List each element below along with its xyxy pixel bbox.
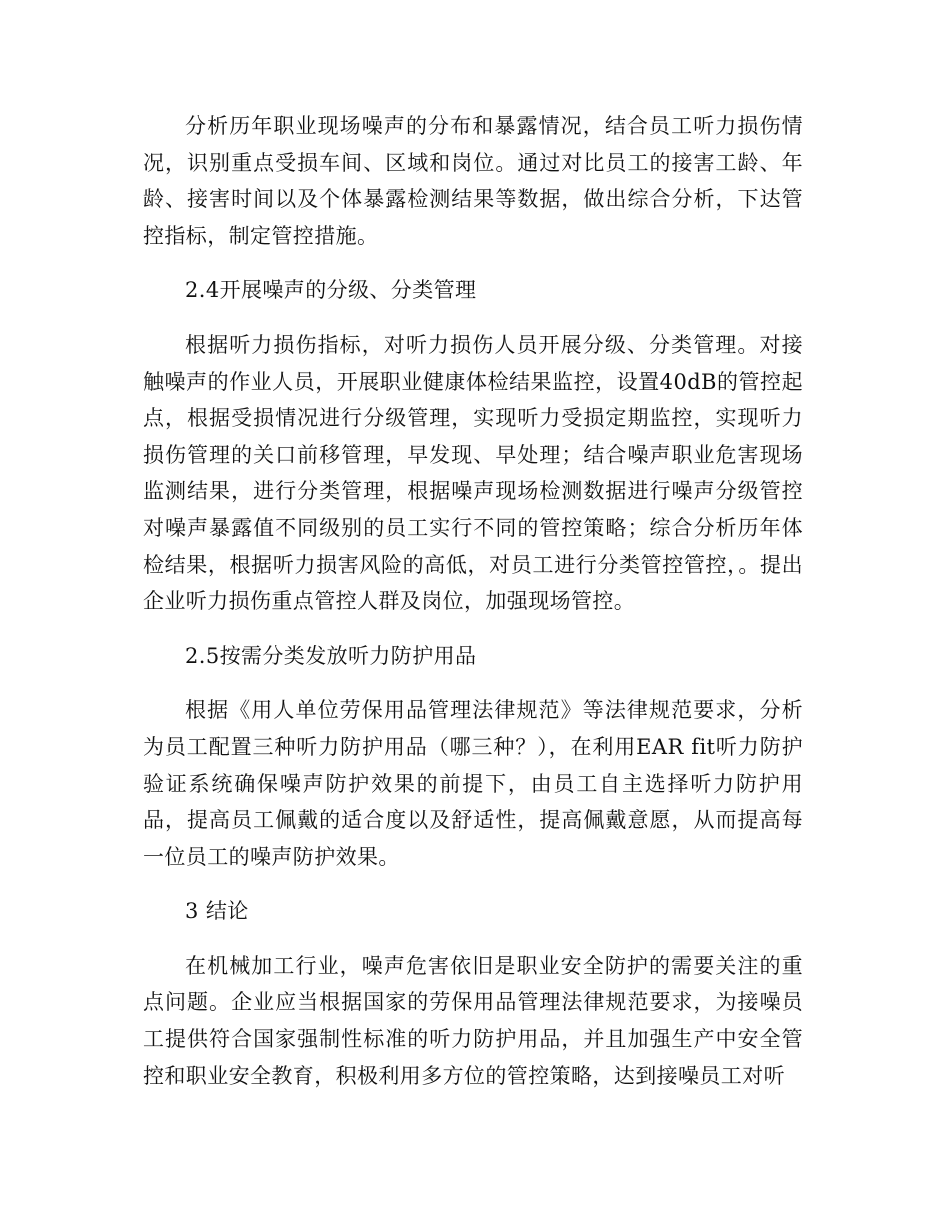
section-heading-3: 3 结论 — [185, 899, 249, 924]
section-heading-2-5: 2.5按需分类发放听力防护用品 — [185, 643, 477, 668]
section-heading-2-4: 2.4开展噪声的分级、分类管理 — [185, 278, 477, 303]
paragraph-noise-analysis: 分析历年职业现场噪声的分布和暴露情况，结合员工听力损伤情况，识别重点受损车间、区域和岗位。通过对比员工的接害工龄、年龄、接害时间以及个体暴露检测结果等数据，做出综合分析，下达管控指标，制定管控措施。 — [143, 114, 803, 248]
document-body — [143, 108, 803, 1112]
paragraph-protective-equipment: 根据《用人单位劳保用品管理法律规范》等法律规范要求，分析为员工配置三种听力防护用品（哪三种？），在利用EAR fit听力防护验证系统确保噪声防护效果的前提下，由员工自主选择听力防护用品，提高员工佩戴的适合度以及舒适性，提高佩戴意愿，从而提高每一位员工的噪声防护效果。 — [143, 698, 803, 869]
paragraph-conclusion: 在机械加工行业，噪声危害依旧是职业安全防护的需要关注的重点问题。企业应当根据国家的劳保用品管理法律规范要求，为接噪员工提供符合国家强制性标准的听力防护用品，并且加强生产中安全管控和职业安全教育，积极利用多方位的管控策略，达到接噪员工对听 — [143, 953, 803, 1088]
paragraph-grading-management: 根据听力损伤指标，对听力损伤人员开展分级、分类管理。对接触噪声的作业人员，开展职业健康体检结果监控，设置40dB的管控起点，根据受损情况进行分级管理，实现听力受损定期监控，实现听力损伤管理的关口前移管理，早发现、早处理；结合噪声职业危害现场监测结果，进行分类管理，根据噪声现场检测数据进行噪声分级管控对噪声暴露值不同级别的员工实行不同的管控策略；综合分析历年体检结果，根据听力损害风险的高低，对员工进行分类管控管控，。提出企业听力损伤重点管控人群及岗位，加强现场管控。 — [143, 332, 803, 614]
